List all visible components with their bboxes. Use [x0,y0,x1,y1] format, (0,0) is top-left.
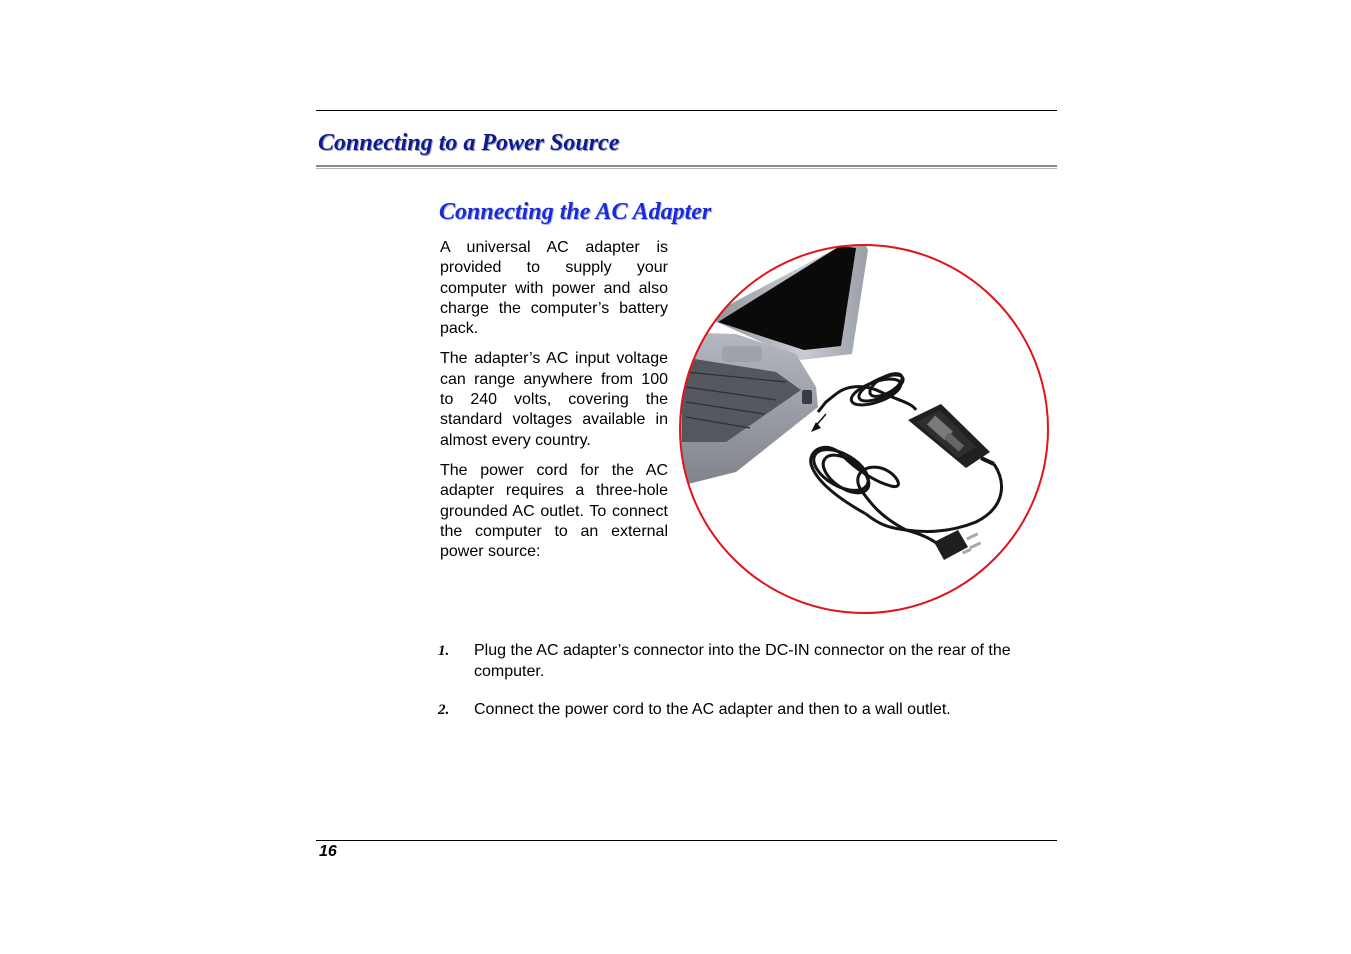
ac-adapter-illustration [676,242,1052,617]
footer-rule [316,840,1057,841]
header-rule [316,110,1057,111]
step-number: 1. [438,643,450,659]
paragraph-adapter-intro: A universal AC adapter is provided to supply your computer with power and also charge the computer’s battery pack. [440,239,668,338]
step-text: Plug the AC adapter’s connector into the DC-IN connector on the rear of the computer. [474,642,1011,680]
title-underline-secondary [316,168,1057,169]
step-item [438,699,1038,720]
step-number: 2. [438,702,450,718]
steps-list [438,640,1038,737]
dc-in-port [802,390,812,404]
step-item [438,640,1038,682]
section-title: Connecting the AC Adapter [439,199,712,225]
laptop-hinge [722,346,762,362]
title-underline [316,165,1057,167]
step-text: Connect the power cord to the AC adapter and then to a wall outlet. [474,701,951,718]
page-number: 16 [319,843,337,860]
chapter-title: Connecting to a Power Source [318,130,620,156]
body-text-column [440,238,668,572]
paragraph-power-cord: The power cord for the AC adapter requires a three-hole grounded AC outlet. To connect the computer to an external power source: [440,461,668,561]
paragraph-voltage: The adapter’s AC input voltage can range anywhere from 100 to 240 volts, covering the standard voltages available in almost every country. [440,350,668,449]
